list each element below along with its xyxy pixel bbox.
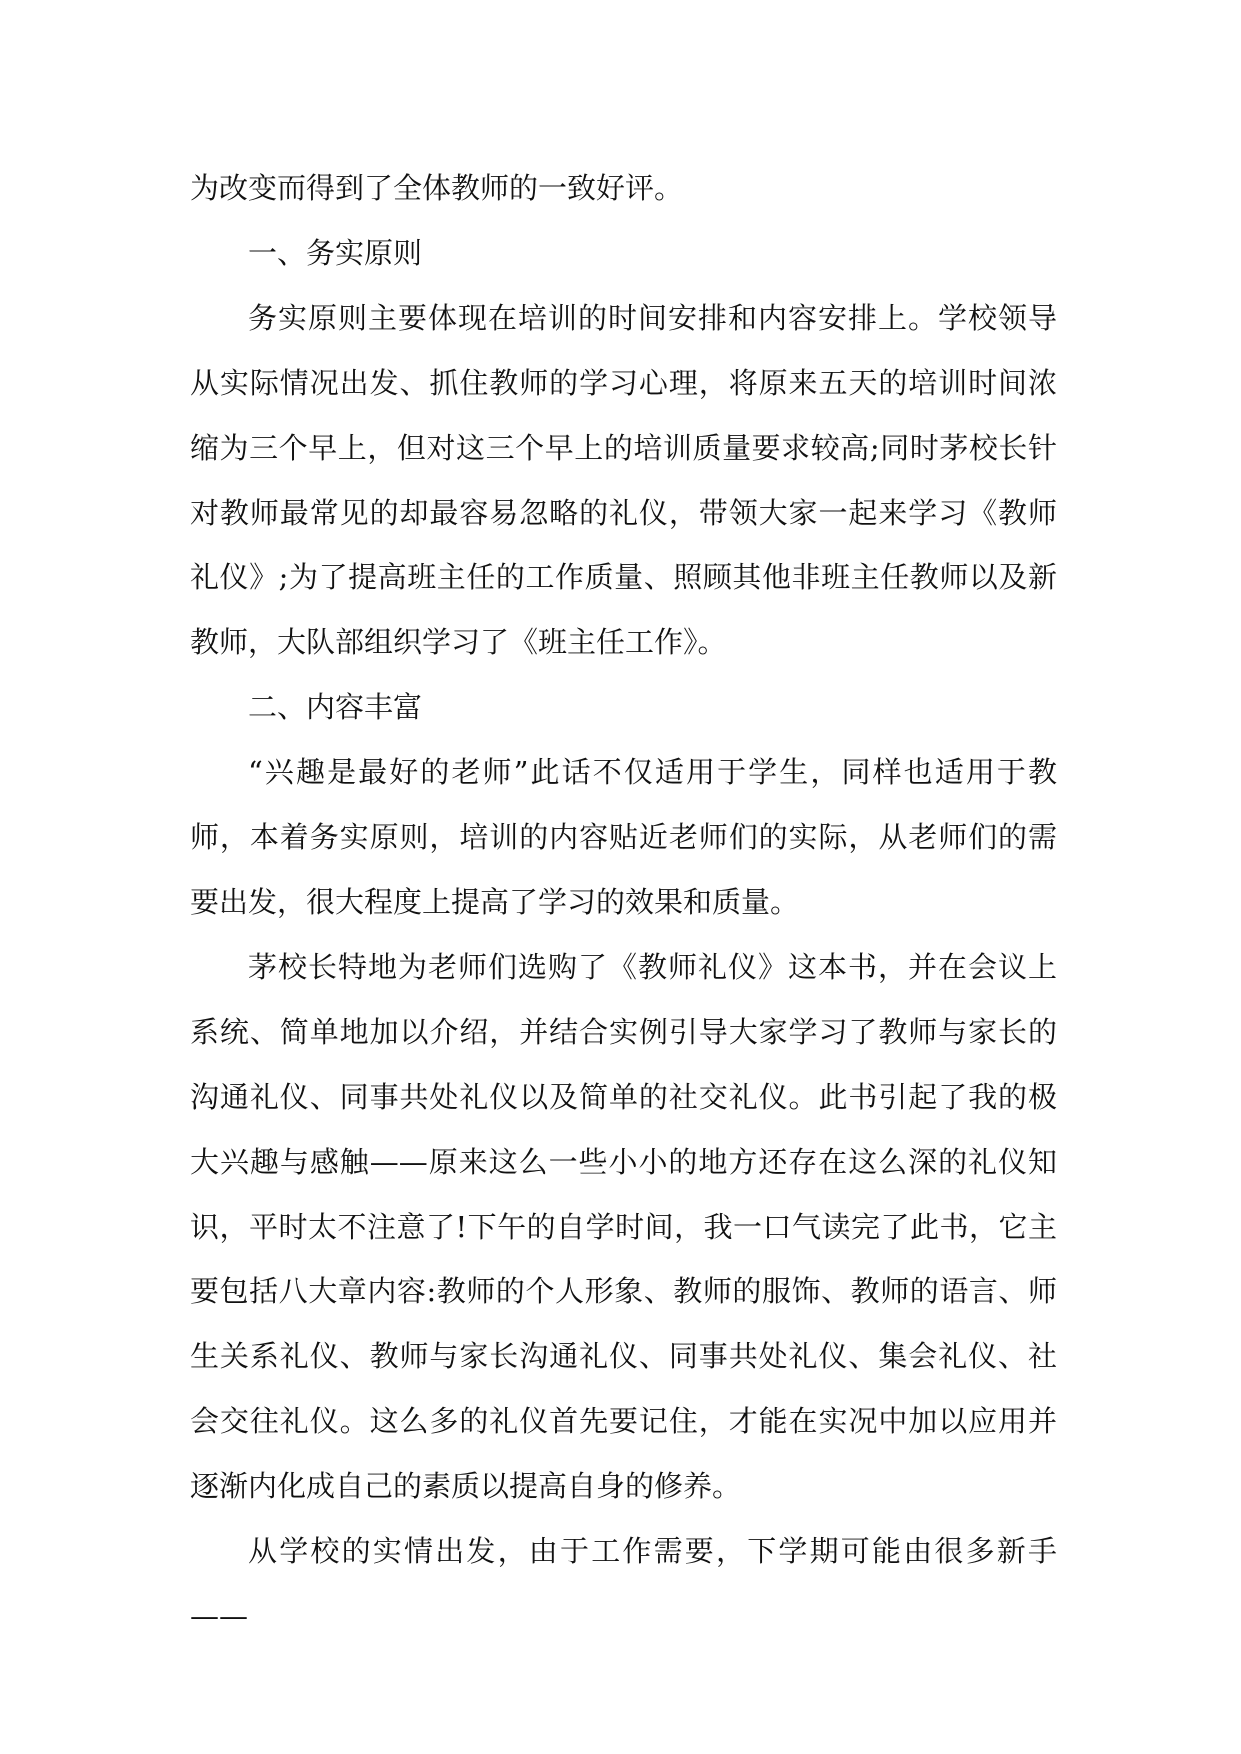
paragraph-practical-principle: 务实原则主要体现在培训的时间安排和内容安排上。学校领导从实际情况出发、抓住教师的学习心理，将原来五天的培训时间浓缩为三个早上，但对这三个早上的培训质量要求较高;同时茅校长针对教师最常见的却最容易忽略的礼仪，带领大家一起来学习《教师礼仪》;为了提高班主任的工作质量、照顾其他非班主任教师以及新教师，大队部组织学习了《班主任工作》。 (190, 300, 1057, 660)
section-heading-practical-principle: 一、务实原则 (248, 235, 423, 270)
paragraph-interest-quote: “兴趣是最好的老师”此话不仅适用于学生，同样也适用于教师，本着务实原则，培训的内容贴近老师们的实际，从老师们的需要出发，很大程度上提高了学习的效果和质量。 (190, 755, 1057, 919)
document-body (190, 156, 1057, 1649)
paragraph-continuation: 为改变而得到了全体教师的一致好评。 (190, 171, 684, 205)
paragraph-school-situation: 从学校的实情出发，由于工作需要，下学期可能由很多新手—— (190, 1534, 1057, 1633)
section-heading-rich-content: 二、内容丰富 (248, 690, 423, 725)
paragraph-teacher-etiquette-book: 茅校长特地为老师们选购了《教师礼仪》这本书，并在会议上系统、简单地加以介绍，并结合实例引导大家学习了教师与家长的沟通礼仪、同事共处礼仪以及简单的社交礼仪。此书引起了我的极大兴趣与感触——原来这么一些小小的地方还存在这么深的礼仪知识，平时太不注意了!下午的自学时间，我一口气读完了此书，它主要包括八大章内容:教师的个人形象、教师的服饰、教师的语言、师生关系礼仪、教师与家长沟通礼仪、同事共处礼仪、集会礼仪、社会交往礼仪。这么多的礼仪首先要记住，才能在实况中加以应用并逐渐内化成自己的素质以提高自身的修养。 (190, 949, 1057, 1504)
